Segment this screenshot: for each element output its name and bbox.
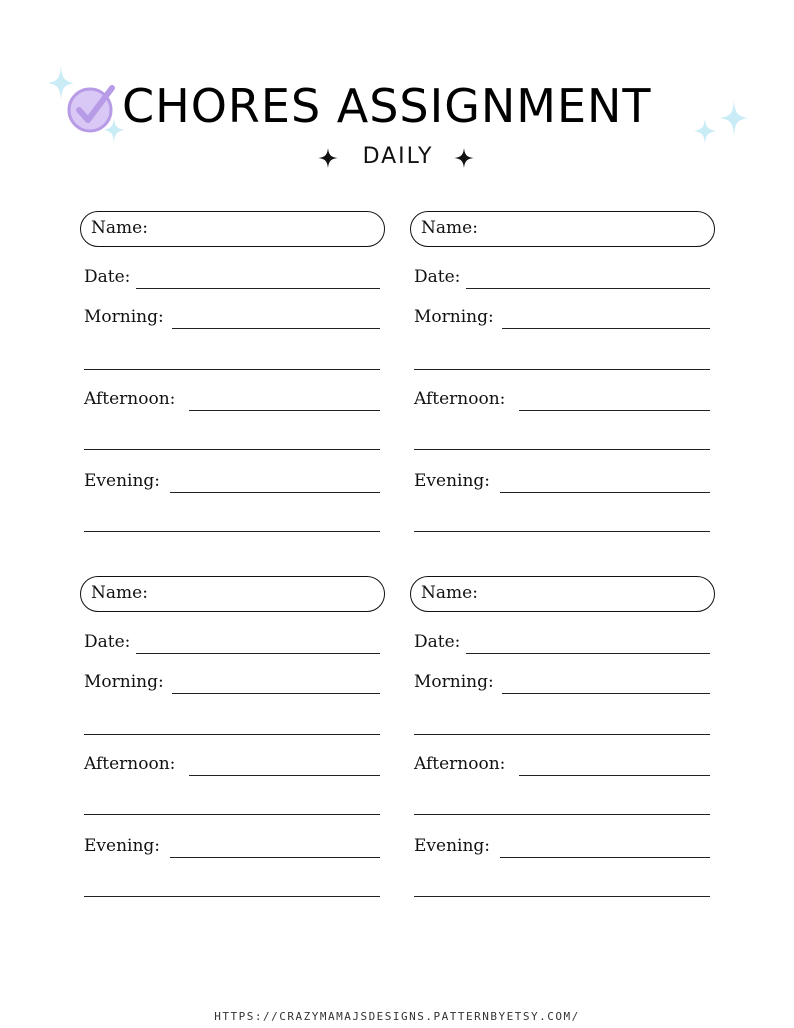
afternoon-label: Afternoon:: [84, 389, 176, 409]
date-label: Date:: [414, 632, 461, 652]
date-row: [84, 630, 380, 654]
name-field[interactable]: [410, 211, 715, 247]
morning-row: [84, 670, 380, 694]
afternoon-line[interactable]: [189, 410, 380, 411]
date-line[interactable]: [136, 288, 380, 289]
chore-card: [80, 576, 390, 906]
date-line[interactable]: [136, 653, 380, 654]
page-subtitle: DAILY: [362, 144, 434, 169]
morning-label: Morning:: [414, 672, 494, 692]
name-label: Name:: [421, 583, 478, 603]
morning-line[interactable]: [172, 328, 380, 329]
afternoon-label: Afternoon:: [414, 389, 506, 409]
name-label: Name:: [91, 583, 148, 603]
evening-extra-line[interactable]: [414, 531, 710, 532]
evening-row: [414, 834, 710, 858]
morning-row: [84, 305, 380, 329]
evening-extra-line[interactable]: [84, 531, 380, 532]
name-field[interactable]: [80, 576, 385, 612]
date-label: Date:: [84, 267, 131, 287]
afternoon-row: [84, 752, 380, 776]
evening-extra-line[interactable]: [84, 896, 380, 897]
afternoon-line[interactable]: [189, 775, 380, 776]
morning-label: Morning:: [84, 672, 164, 692]
morning-row: [414, 305, 710, 329]
chore-card: [410, 576, 720, 906]
four-point-star-icon: [454, 148, 474, 168]
name-field[interactable]: [80, 211, 385, 247]
morning-line[interactable]: [502, 693, 710, 694]
afternoon-extra-line[interactable]: [414, 449, 710, 450]
afternoon-line[interactable]: [519, 410, 710, 411]
morning-extra-line[interactable]: [84, 734, 380, 735]
date-line[interactable]: [466, 653, 710, 654]
morning-label: Morning:: [84, 307, 164, 327]
footer-url: HTTPS://CRAZYMAMAJSDESIGNS.PATTERNBYETSY.COM/: [214, 1010, 580, 1023]
morning-row: [414, 670, 710, 694]
four-point-star-icon: [318, 148, 338, 168]
date-row: [84, 265, 380, 289]
morning-extra-line[interactable]: [414, 369, 710, 370]
evening-row: [84, 834, 380, 858]
chore-card: [80, 211, 390, 541]
afternoon-extra-line[interactable]: [84, 814, 380, 815]
afternoon-extra-line[interactable]: [414, 814, 710, 815]
afternoon-label: Afternoon:: [414, 754, 506, 774]
chore-card: [410, 211, 720, 541]
evening-row: [414, 469, 710, 493]
name-field[interactable]: [410, 576, 715, 612]
evening-label: Evening:: [414, 471, 491, 491]
afternoon-row: [414, 752, 710, 776]
morning-line[interactable]: [172, 693, 380, 694]
afternoon-label: Afternoon:: [84, 754, 176, 774]
date-line[interactable]: [466, 288, 710, 289]
evening-label: Evening:: [414, 836, 491, 856]
evening-line[interactable]: [500, 857, 710, 858]
afternoon-row: [414, 387, 710, 411]
evening-label: Evening:: [84, 471, 161, 491]
page-title: CHORES ASSIGNMENT: [122, 79, 652, 133]
name-label: Name:: [421, 218, 478, 238]
evening-line[interactable]: [170, 857, 380, 858]
date-row: [414, 630, 710, 654]
morning-label: Morning:: [414, 307, 494, 327]
name-label: Name:: [91, 218, 148, 238]
evening-label: Evening:: [84, 836, 161, 856]
date-row: [414, 265, 710, 289]
morning-extra-line[interactable]: [414, 734, 710, 735]
evening-row: [84, 469, 380, 493]
morning-extra-line[interactable]: [84, 369, 380, 370]
morning-line[interactable]: [502, 328, 710, 329]
evening-line[interactable]: [170, 492, 380, 493]
evening-line[interactable]: [500, 492, 710, 493]
sparkle-icon: [720, 100, 748, 136]
subtitle-row: [0, 140, 794, 180]
evening-extra-line[interactable]: [414, 896, 710, 897]
afternoon-extra-line[interactable]: [84, 449, 380, 450]
afternoon-line[interactable]: [519, 775, 710, 776]
check-circle-icon: [64, 80, 120, 136]
date-label: Date:: [414, 267, 461, 287]
date-label: Date:: [84, 632, 131, 652]
afternoon-row: [84, 387, 380, 411]
